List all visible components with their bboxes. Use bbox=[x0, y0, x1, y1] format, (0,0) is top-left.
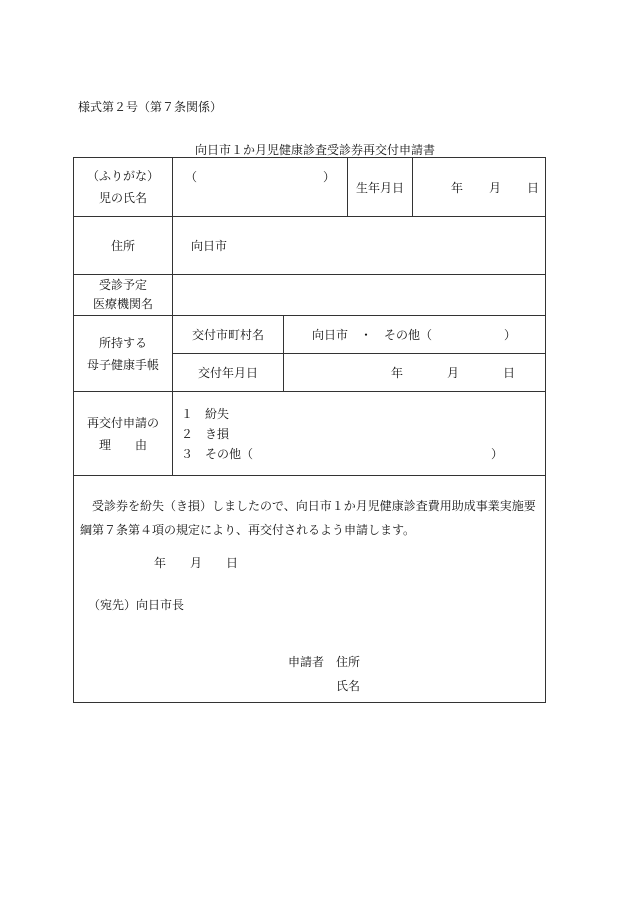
dob-day-unit: 日 bbox=[526, 180, 539, 195]
issuer-field[interactable] bbox=[284, 316, 546, 354]
reason-label: 再交付申請の 理 由 bbox=[74, 392, 173, 476]
declaration-section bbox=[74, 476, 546, 703]
institution-label: 受診予定 医療機関名 bbox=[74, 275, 173, 316]
furigana-paren-open: （ bbox=[185, 170, 198, 184]
issue-day-unit: 日 bbox=[502, 366, 515, 380]
applicant-address: 申請者 住所 bbox=[288, 655, 361, 669]
applicant-block[interactable] bbox=[288, 650, 360, 698]
address-label: 住所 bbox=[74, 217, 173, 275]
application-date[interactable]: 年 月 日 bbox=[154, 556, 239, 570]
applicant-name: 氏名 bbox=[336, 679, 361, 693]
dob-year-unit: 年 bbox=[450, 180, 463, 195]
reason-option-other[interactable]: ３ その他（ ） bbox=[181, 446, 503, 461]
issue-month-unit: 月 bbox=[446, 366, 459, 380]
issuer-value: 向日市 ・ その他（ ） bbox=[312, 328, 517, 342]
child-name-field[interactable] bbox=[173, 158, 348, 217]
application-form-table bbox=[73, 157, 546, 703]
dob-month-unit: 月 bbox=[488, 180, 501, 195]
dob-label: 生年月日 bbox=[348, 158, 413, 217]
addressee: （宛先）向日市長 bbox=[88, 598, 185, 612]
declaration-text: 受診券を紛失（き損）しましたので、向日市１か月児健康診査費用助成事業実施要綱第７条第４項の規定により、再交付されるよう申請します。 bbox=[80, 499, 536, 537]
child-name-label: （ふりがな） 児の氏名 bbox=[74, 158, 173, 217]
document-title: 向日市１か月児健康診査受診券再交付申請書 bbox=[194, 143, 435, 157]
handbook-label: 所持する 母子健康手帳 bbox=[74, 316, 173, 392]
reason-field[interactable] bbox=[173, 392, 546, 476]
dob-field[interactable] bbox=[413, 158, 546, 217]
reason-option-damaged[interactable]: ２ き損 bbox=[181, 426, 230, 441]
issue-date-field[interactable] bbox=[284, 354, 546, 392]
issue-year-unit: 年 bbox=[390, 366, 403, 380]
address-value: 向日市 bbox=[191, 239, 228, 253]
furigana-paren-close: ） bbox=[322, 170, 335, 184]
institution-field[interactable] bbox=[173, 275, 546, 316]
address-field[interactable] bbox=[173, 217, 546, 275]
reason-option-lost[interactable]: １ 紛失 bbox=[181, 406, 230, 421]
issuer-label: 交付市町村名 bbox=[173, 316, 284, 354]
form-number: 様式第２号（第７条関係） bbox=[78, 100, 223, 114]
issue-date-label: 交付年月日 bbox=[173, 354, 284, 392]
